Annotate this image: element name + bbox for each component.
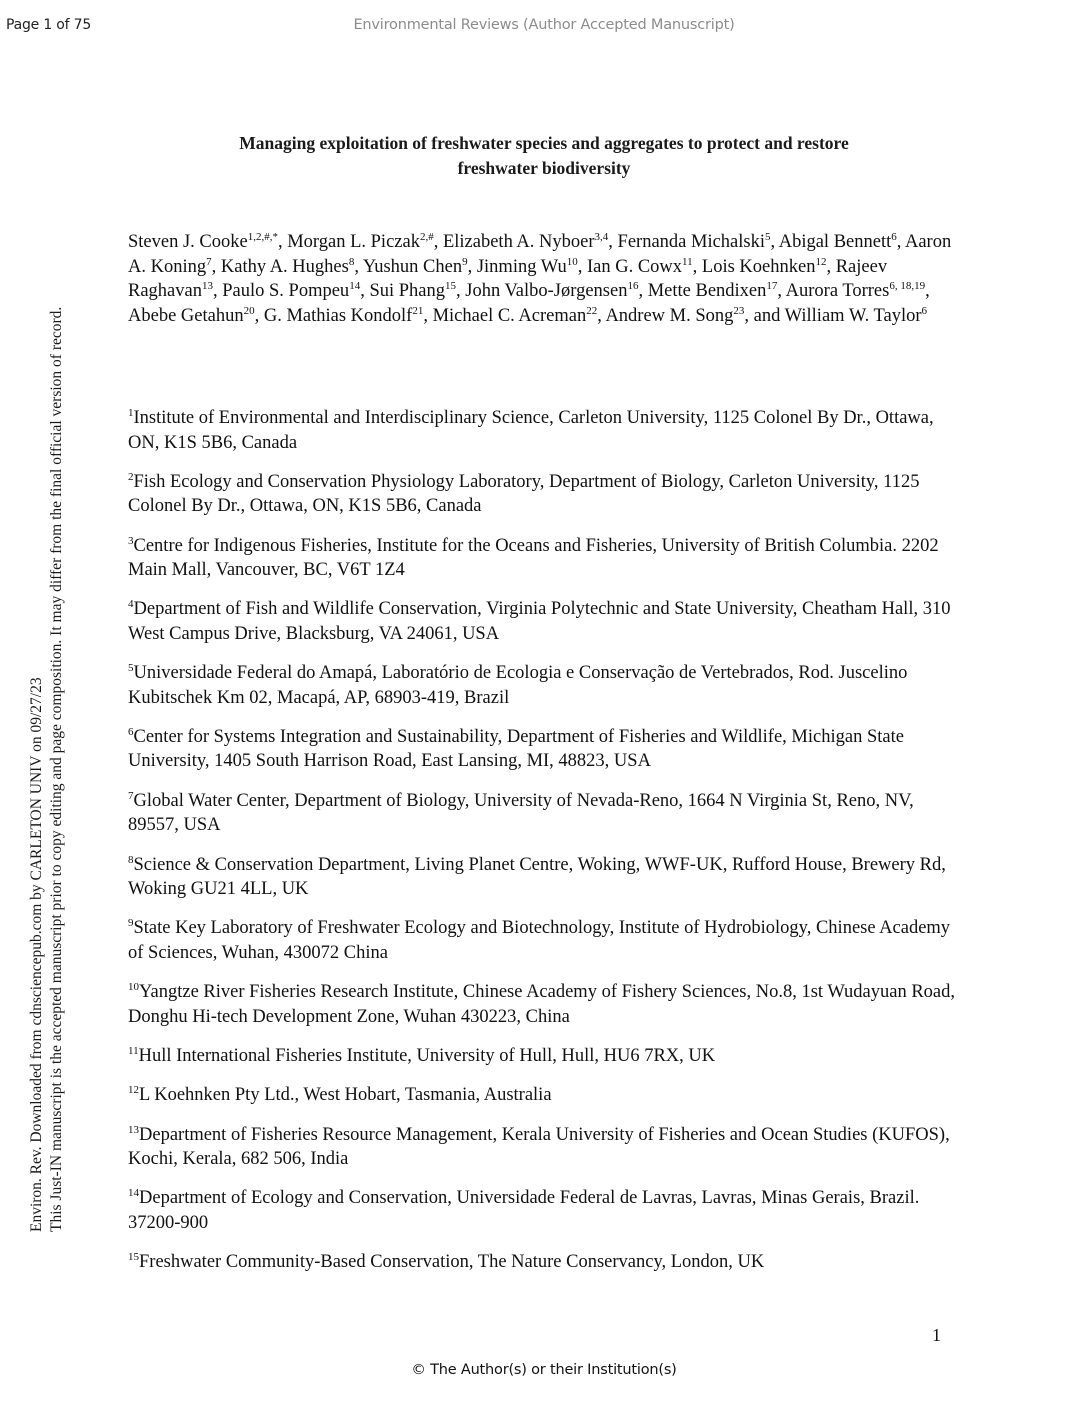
affiliation-item xyxy=(128,661,968,710)
author-separator: , xyxy=(360,281,370,301)
author-separator: , xyxy=(254,305,264,326)
author-affiliation-marker: 2,# xyxy=(419,231,434,243)
affiliation-text: Department of Fish and Wildlife Conservation, Virginia Polytechnic and State University, Cheatham Hall, 310 West Campus Drive, Blacksburg, VA 24061, USA xyxy=(128,599,951,644)
author-separator: , xyxy=(777,281,786,301)
affiliation-text: L Koehnken Pty Ltd., West Hobart, Tasmania, Australia xyxy=(139,1085,552,1106)
author-separator: , xyxy=(467,256,477,277)
affiliation-number: 7 xyxy=(128,789,134,802)
author-name: Kathy A. Hughes xyxy=(220,256,349,277)
sidebar-notice xyxy=(27,172,71,1232)
affiliation-item xyxy=(128,916,968,965)
affiliation-item xyxy=(128,980,968,1029)
title-line: freshwater biodiversity xyxy=(457,158,631,178)
author-affiliation-marker: 13 xyxy=(201,280,213,292)
author-name: Yushun Chen xyxy=(362,256,463,277)
affiliation-number: 4 xyxy=(128,598,134,611)
author-separator: , xyxy=(925,281,930,301)
author-affiliation-marker: 3,4 xyxy=(594,231,609,243)
affiliation-text: Universidade Federal do Amapá, Laboratório de Ecologia e Conservação de Vertebrados, Rod. Juscelino Kubitschek Km 02, Macapá, AP, 68903-419, Brazil xyxy=(128,663,908,708)
affiliation-number: 8 xyxy=(128,853,134,866)
author-separator: , xyxy=(354,256,363,277)
author-separator: , xyxy=(456,281,466,301)
author-affiliation-marker: 23 xyxy=(733,304,745,317)
author-separator: , xyxy=(608,232,618,252)
sidebar-line-download: Environ. Rev. Downloaded from cdnsciencepub.com by CARLETON UNIV on 09/27/23 xyxy=(28,677,45,1232)
author-separator: , xyxy=(692,256,702,277)
author-affiliation-marker: 5 xyxy=(764,231,771,243)
author-separator: , xyxy=(212,281,223,301)
affiliation-number: 5 xyxy=(128,662,134,675)
author-name: Aurora Torres xyxy=(785,281,890,301)
author-separator: , xyxy=(577,256,587,277)
affiliation-number: 10 xyxy=(128,981,139,994)
affiliation-text: Institute of Environmental and Interdisciplinary Science, Carleton University, 1125 Colonel By Dr., Ottawa, ON, K1S 5B6, Canada xyxy=(128,408,934,453)
affiliation-number: 3 xyxy=(128,534,134,547)
affiliation-number: 1 xyxy=(128,407,134,419)
affiliation-text: Fish Ecology and Conservation Physiology Laboratory, Department of Biology, Carleton University, 1125 Colonel By Dr., Ottawa, ON, K1S 5B6, Canada xyxy=(128,471,920,517)
author-affiliation-marker: 1,2,#,* xyxy=(247,231,278,243)
affiliation-number: 9 xyxy=(128,917,134,930)
page-label: Page 1 of 75 xyxy=(6,17,92,33)
author-affiliation-marker: 21 xyxy=(412,304,424,317)
affiliation-text: Science & Conservation Department, Living Planet Centre, Woking, WWF-UK, Rufford House, Brewery Rd, Woking GU21 4LL, UK xyxy=(128,854,946,900)
author-affiliation-marker: 8 xyxy=(348,255,355,268)
affiliation-item xyxy=(128,1186,968,1235)
author-separator: , xyxy=(423,305,433,326)
title-line: Managing exploitation of freshwater species and aggregates to protect and restore xyxy=(239,133,849,153)
author-name: Andrew M. Song xyxy=(605,305,734,326)
affiliation-text: Department of Ecology and Conservation, Universidade Federal de Lavras, Lavras, Minas Gerais, Brazil. 37200-900 xyxy=(128,1188,920,1233)
affiliation-item xyxy=(128,597,968,646)
author-separator: , xyxy=(433,232,443,252)
author-name: Aaron A. Koning xyxy=(128,232,952,277)
affiliation-number: 12 xyxy=(128,1084,139,1097)
affiliation-item xyxy=(128,853,968,902)
affiliation-item xyxy=(128,1044,968,1069)
affiliation-list xyxy=(128,406,968,1289)
author-name: John Valbo-Jørgensen xyxy=(465,281,628,301)
affiliation-item xyxy=(128,406,968,455)
affiliation-item xyxy=(128,1083,968,1108)
author-name: Fernanda Michalski xyxy=(617,232,765,252)
author-name: Jinming Wu xyxy=(476,256,567,277)
author-name: Abigal Bennett xyxy=(778,232,892,252)
affiliation-item xyxy=(128,1123,968,1172)
author-name: Steven J. Cooke xyxy=(128,232,248,252)
page-number: 1 xyxy=(932,1325,941,1345)
affiliation-number: 6 xyxy=(128,725,134,738)
author-name: William W. Taylor xyxy=(784,305,922,326)
running-head: Environmental Reviews (Author Accepted Manuscript) xyxy=(353,17,735,33)
affiliation-item xyxy=(128,1250,968,1275)
affiliation-text: Hull International Fisheries Institute, University of Hull, Hull, HU6 7RX, UK xyxy=(138,1045,716,1066)
author-name: Rajeev Raghavan xyxy=(128,256,888,301)
author-separator: , and xyxy=(744,305,785,326)
affiliation-number: 13 xyxy=(128,1123,139,1136)
affiliation-number: 11 xyxy=(128,1044,139,1057)
author-name: Michael C. Acreman xyxy=(432,305,587,326)
affiliation-number: 15 xyxy=(128,1251,139,1264)
author-separator: , xyxy=(597,305,606,326)
author-affiliation-marker: 12 xyxy=(815,255,827,268)
affiliation-text: Center for Systems Integration and Sustainability, Department of Fisheries and Wildlife, Michigan State University, 1405 South Harrison Road, East Lansing, MI, 48823, USA xyxy=(128,726,904,772)
author-affiliation-marker: 16 xyxy=(627,280,639,292)
author-separator: , xyxy=(826,256,836,277)
author-affiliation-marker: 22 xyxy=(586,304,598,317)
author-name: Sui Phang xyxy=(369,281,445,301)
paper-title xyxy=(150,131,938,181)
affiliation-item xyxy=(128,789,968,838)
author-affiliation-marker: 15 xyxy=(445,280,456,292)
author-separator: , xyxy=(638,281,648,301)
author-affiliation-marker: 6 xyxy=(921,304,928,317)
author-affiliation-marker: 17 xyxy=(766,280,778,292)
author-separator: , xyxy=(770,232,779,252)
author-affiliation-marker: 6 xyxy=(891,231,897,243)
author-affiliation-marker: 20 xyxy=(243,304,255,317)
affiliation-item xyxy=(128,470,968,519)
author-affiliation-marker: 6, 18,19 xyxy=(889,280,926,292)
affiliation-text: Freshwater Community-Based Conservation, The Nature Conservancy, London, UK xyxy=(139,1252,765,1273)
author-affiliation-marker: 10 xyxy=(566,255,578,268)
affiliation-text: Department of Fisheries Resource Management, Kerala University of Fisheries and Ocean Studies (KUFOS), Kochi, Kerala, 682 506, India xyxy=(128,1124,950,1170)
affiliation-number: 14 xyxy=(128,1187,139,1200)
author-list xyxy=(128,230,960,328)
copyright-footer: © The Author(s) or their Institution(s) xyxy=(411,1362,677,1378)
author-affiliation-marker: 11 xyxy=(682,255,693,268)
affiliation-text: Global Water Center, Department of Biology, University of Nevada-Reno, 1664 N Virginia St, Reno, NV, 89557, USA xyxy=(128,790,914,836)
author-name: Elizabeth A. Nyboer xyxy=(442,232,595,252)
author-affiliation-marker: 7 xyxy=(206,255,212,268)
affiliation-text: Yangtze River Fisheries Research Institute, Chinese Academy of Fishery Sciences, No.8, 1st Wudayuan Road, Donghu Hi-tech Development Zone, Wuhan 430223, China xyxy=(128,982,956,1027)
affiliation-item xyxy=(128,534,968,583)
author-name: G. Mathias Kondolf xyxy=(263,305,413,326)
author-affiliation-marker: 9 xyxy=(462,255,468,268)
author-affiliation-marker: 14 xyxy=(349,280,361,292)
author-separator: , xyxy=(277,232,288,252)
sidebar-line-manuscript-note: This Just-IN manuscript is the accepted manuscript prior to copy editing and page composition. It may differ from the final official version of record. xyxy=(48,306,65,1232)
author-name: Lois Koehnken xyxy=(701,256,816,277)
affiliation-number: 2 xyxy=(128,470,134,483)
author-name: Ian G. Cowx xyxy=(586,256,683,277)
author-name: Paulo S. Pompeu xyxy=(222,281,350,301)
author-name: Abebe Getahun xyxy=(128,305,244,326)
affiliation-item xyxy=(128,725,968,774)
author-name: Mette Bendixen xyxy=(647,281,767,301)
author-name: Morgan L. Piczak xyxy=(287,232,420,252)
author-separator: , xyxy=(211,256,221,277)
author-separator: , xyxy=(896,232,905,252)
affiliation-text: State Key Laboratory of Freshwater Ecology and Biotechnology, Institute of Hydrobiology, Chinese Academy of Sciences, Wuhan, 430072 China xyxy=(128,918,951,963)
affiliation-text: Centre for Indigenous Fisheries, Institute for the Oceans and Fisheries, University of British Columbia. 2202 Main Mall, Vancouver, BC, V6T 1Z4 xyxy=(128,535,939,581)
